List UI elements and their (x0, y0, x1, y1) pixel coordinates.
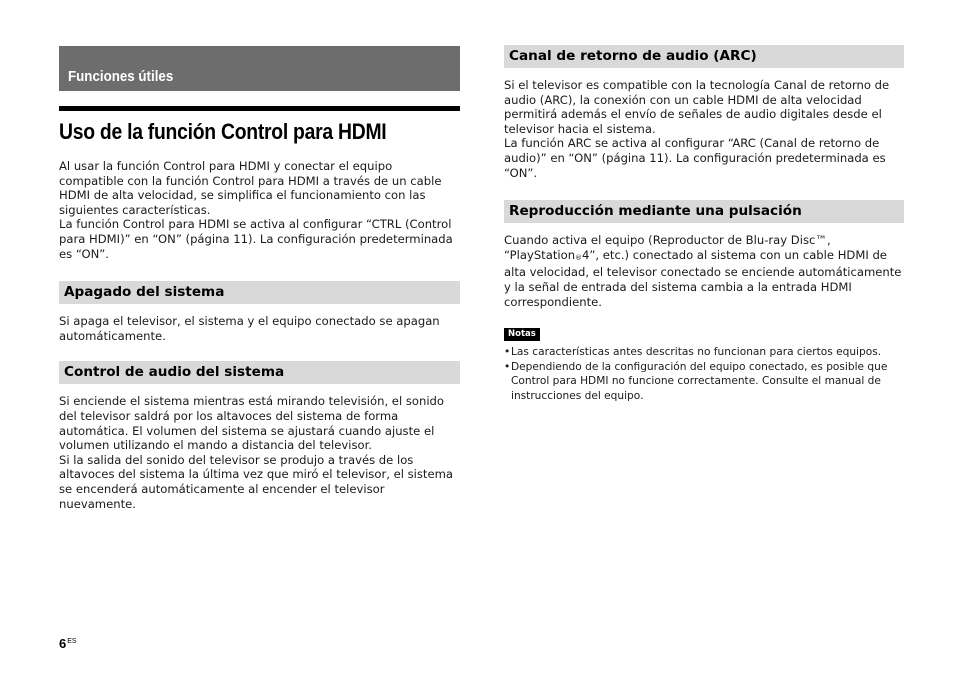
left-column (59, 46, 460, 511)
heading-arc: Canal de retorno de audio (ARC) (504, 45, 904, 68)
one-touch-play-text (504, 233, 904, 309)
bullet-icon: • (504, 346, 511, 359)
page-number-value: 6 (59, 636, 67, 651)
system-audio-control-text: Si enciende el sistema mientras está mirando televisión, el sonido del televisor saldrá por los altavoces del sistema de forma automática. El volumen del sistema se ajustará cuando ajuste el volumen utilizando el mando a distancia del televisor. (59, 394, 445, 453)
language-code: ES (67, 638, 77, 645)
heading-one-touch-play: Reproducción mediante una pulsación (504, 200, 904, 223)
intro-paragraph: Al usar la función Control para HDMI y conectar el equipo compatible con la función Control para HDMI a través de un cable HDMI de alta velocidad, se simplifica el funcionamiento con las siguientes características. (59, 159, 442, 217)
section-label: Funciones útiles (68, 69, 174, 85)
intro-block (59, 159, 460, 261)
note-text: Las características antes descritas no funcionan para ciertos equipos. (511, 346, 882, 359)
one-touch-play-text-part: 4”, etc.) conectado al sistema con un cable HDMI de alta velocidad, el televisor conectado se enciende automáticamente y la señal de entrada del sistema cambia a la entrada HDMI correspondiente. (504, 247, 902, 309)
note-item (504, 345, 904, 360)
bullet-icon: • (504, 360, 511, 373)
system-power-off-text: Si apaga el televisor, el sistema y el equipo conectado se apagan automáticamente. (59, 314, 440, 343)
notes-label: Notas (504, 328, 540, 341)
notes-block (504, 321, 904, 403)
title-rule (59, 106, 460, 111)
right-column (504, 45, 904, 403)
registered-mark: ® (575, 253, 583, 262)
page-title: Uso de la función Control para HDMI (59, 119, 387, 144)
one-touch-play-text-part: Cuando activa el equipo (Reproductor de Blu-ray Disc™, “PlayStation (504, 233, 831, 262)
heading-system-audio-control: Control de audio del sistema (59, 361, 460, 384)
arc-text: La función ARC se activa al configurar “ARC (Canal de retorno de audio)” en “ON” (página 11). La configuración predeterminada es “ON”. (504, 136, 886, 180)
page-number (59, 636, 77, 651)
heading-system-power-off: Apagado del sistema (59, 281, 460, 304)
system-audio-control-text: Si la salida del sonido del televisor se produjo a través de los altavoces del sistema la última vez que miró el televisor, el sistema se encenderá automáticamente al encender el televisor nuevamente. (59, 452, 453, 511)
note-item (504, 360, 904, 404)
arc-text: Si el televisor es compatible con la tecnología Canal de retorno de audio (ARC), la conexión con un cable HDMI de alta velocidad permitirá además el envío de señales de audio digitales desde el televisor hacia el sistema. (504, 78, 890, 136)
section-header-band (59, 46, 460, 91)
intro-paragraph: La función Control para HDMI se activa al configurar “CTRL (Control para HDMI)” en “ON” (página 11). La configuración predeterminada es “ON”. (59, 217, 453, 261)
note-text: Dependiendo de la configuración del equipo conectado, es posible que Control para HDMI no funcione correctamente. Consulte el manual de instrucciones del equipo. (511, 360, 888, 402)
